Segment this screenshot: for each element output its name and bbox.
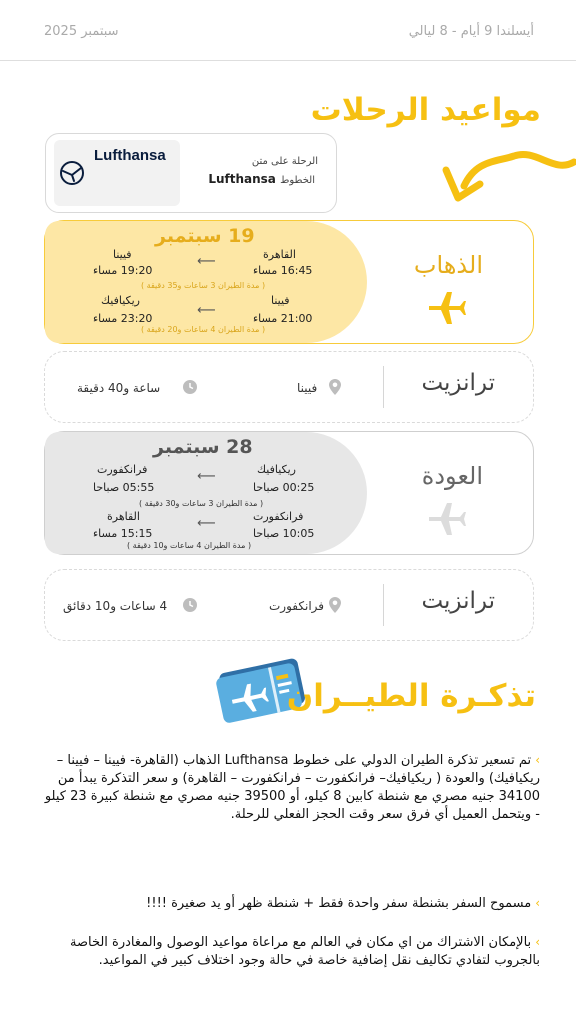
- plane-icon: [427, 289, 467, 327]
- schedule-title: مواعيد الرحلات: [310, 92, 541, 128]
- ret-leg2-to-time: 15:15 مساء: [93, 527, 153, 540]
- dep-leg1-to-city: فيينا: [113, 248, 132, 261]
- departure-label: الذهاب: [413, 251, 483, 279]
- ret-leg1-to-city: فرانكفورت: [97, 463, 148, 476]
- transit-divider: [383, 584, 384, 626]
- ret-leg2-duration: ( مدة الطيران 4 ساعات و10 دقيقة ): [127, 541, 252, 550]
- airline-prefix: الخطوط: [280, 175, 315, 186]
- return-date: 28 سبتمبر: [153, 436, 253, 458]
- ret-leg2-from-time: 10:05 صباحا: [253, 527, 315, 540]
- airline-name-line: [208, 172, 318, 186]
- airline-logo: [54, 140, 180, 206]
- paragraph-text: بالإمكان الاشتراك من اي مكان في العالم مع مراعاة مواعيد الوصول والمغادرة الخاصة بالجروب لتفادي تكاليف نقل إضافية خاصة في حالة وجود اختلاف كبير في المواعيد.: [69, 935, 540, 968]
- location-pin-icon: [329, 597, 341, 613]
- paragraph-text: مسموح السفر بشنطة سفر واحدة فقط + شنطة ظهر أو يد صغيرة !!!!: [146, 896, 532, 911]
- ret-leg2-arrow-icon: ⟵: [197, 516, 216, 531]
- ret-leg1-arrow-icon: ⟵: [197, 469, 216, 484]
- dep-leg1-to-time: 19:20 مساء: [93, 264, 153, 277]
- dep-leg2-from-time: 21:00 مساء: [253, 312, 313, 325]
- clock-icon: [183, 380, 197, 394]
- location-pin-icon: [329, 379, 341, 395]
- airline-info: [208, 156, 318, 186]
- transit-duration: 4 ساعات و10 دقائق: [63, 599, 168, 613]
- transit-divider: [383, 366, 384, 408]
- dep-leg1-arrow-icon: ⟵: [197, 254, 216, 269]
- dep-leg1-from-time: 16:45 مساء: [253, 264, 313, 277]
- airline-name: Lufthansa: [208, 172, 276, 186]
- plane-icon: [427, 500, 467, 538]
- transit-card-2: [44, 569, 534, 641]
- bullet-icon: ›: [535, 935, 540, 949]
- header-trip-summary: أيسلندا 9 أيام - 8 ليالي: [408, 24, 534, 39]
- transit-city: فيينا: [297, 381, 318, 395]
- ticket-paragraph-joining: [40, 933, 540, 970]
- return-label: العودة: [421, 462, 483, 490]
- paragraph-text: تم تسعير تذكرة الطيران الدولي على خطوط Lufthansa الذهاب (القاهرة- فيينا – فيينا – ريكيافيك) والعودة ( ريكيافيك– فرانكفورت – فرانكفورت – القاهرة) و سعر التذكرة يبدأ من 34100 جنيه مصري مع شنطة كابين 8 كيلو، أو 39500 جنيه مصري مع شنطة كبيرة 23 كيلو - ويتحمل العميل أي فرق سعر وقت الحجز الفعلي للرحلة.: [44, 753, 540, 822]
- ret-leg2-from-city: فرانكفورت: [253, 510, 304, 523]
- dep-leg2-to-time: 23:20 مساء: [93, 312, 153, 325]
- dep-leg1-duration: ( مدة الطيران 3 ساعات و35 دقيقة ): [141, 281, 266, 290]
- bullet-icon: ›: [535, 896, 540, 910]
- ticket-title: تذكـرة الطيــران: [286, 678, 536, 714]
- return-card: [44, 431, 534, 555]
- airline-on-board-label: الرحلة على متن: [251, 156, 318, 167]
- curved-arrow-icon: [436, 140, 576, 210]
- ret-leg1-to-time: 05:55 صباحا: [93, 481, 155, 494]
- ret-leg1-from-city: ريكيافيك: [257, 463, 296, 476]
- transit-card-1: [44, 351, 534, 423]
- airline-card: [45, 133, 337, 213]
- ticket-paragraph-luggage: [40, 894, 540, 913]
- dep-leg1-from-city: القاهرة: [263, 248, 296, 261]
- transit-label: ترانزيت: [421, 370, 495, 396]
- header-divider: [0, 60, 576, 61]
- dep-leg2-arrow-icon: ⟵: [197, 303, 216, 318]
- transit-city: فرانكفورت: [269, 599, 325, 613]
- ticket-paragraph-price: [40, 751, 540, 824]
- ret-leg1-from-time: 00:25 صباحا: [253, 481, 315, 494]
- dep-leg2-to-city: ريكيافيك: [101, 294, 140, 307]
- bullet-icon: ›: [535, 753, 540, 767]
- dep-leg2-from-city: فيينا: [271, 294, 290, 307]
- departure-date: 19 سبتمبر: [155, 225, 255, 247]
- transit-duration: ساعة و40 دقيقة: [77, 381, 161, 395]
- header-date: سبتمبر 2025: [44, 24, 119, 39]
- ret-leg2-to-city: القاهرة: [107, 510, 140, 523]
- airline-logo-text: Lufthansa: [94, 147, 166, 164]
- dep-leg2-duration: ( مدة الطيران 4 ساعات و20 دقيقة ): [141, 325, 266, 334]
- transit-label: ترانزيت: [421, 588, 495, 614]
- clock-icon: [183, 598, 197, 612]
- departure-card: [44, 220, 534, 344]
- ret-leg1-duration: ( مدة الطيران 3 ساعات و30 دقيقة ): [139, 499, 264, 508]
